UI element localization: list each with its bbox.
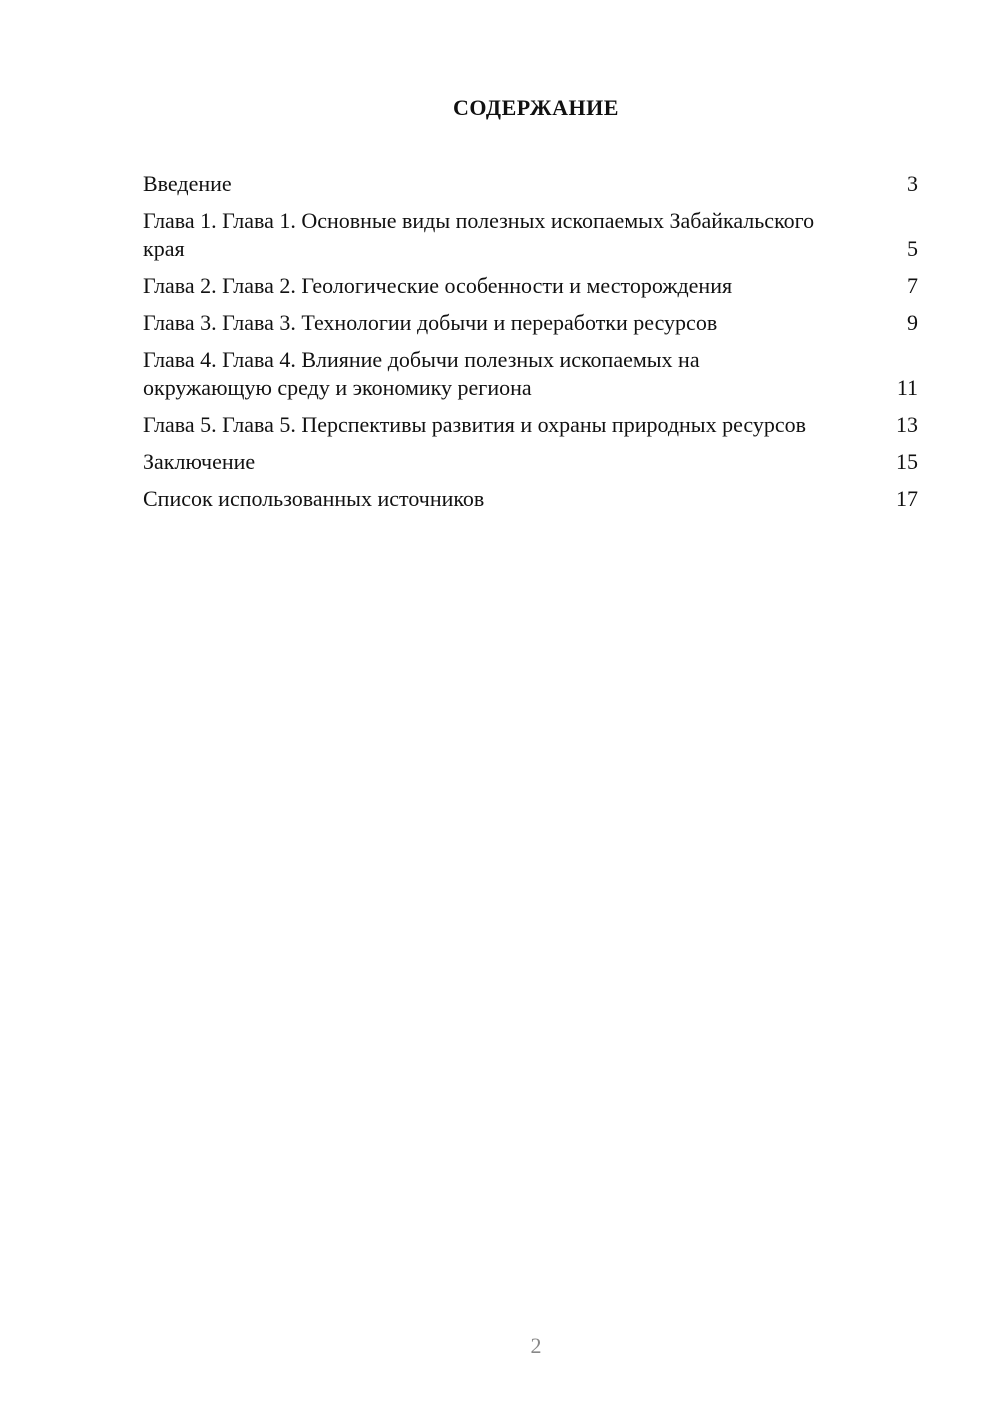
toc-entry[interactable] — [143, 309, 918, 337]
toc-entry-page-number: 5 — [907, 236, 918, 261]
toc-entry-label: Заключение — [143, 449, 256, 474]
toc-entry[interactable] — [143, 411, 918, 439]
toc-entry-page-number: 3 — [907, 171, 918, 196]
toc-entry[interactable] — [143, 448, 918, 476]
toc-entry-label: Список использованных источников — [143, 486, 485, 511]
toc-entry-page-number: 15 — [896, 449, 918, 474]
toc-entry-page-number: 13 — [896, 412, 918, 437]
toc-entry-label: Глава 2. Глава 2. Геологические особенности и месторождения — [143, 273, 733, 298]
toc-entry-label: Глава 5. Глава 5. Перспективы развития и охраны природных ресурсов — [143, 412, 807, 437]
toc-entry[interactable] — [143, 485, 918, 513]
toc-entry[interactable] — [143, 272, 918, 300]
toc-entry-page-number: 9 — [907, 310, 918, 335]
page-number: 2 — [530, 1333, 542, 1358]
toc-entry-label: Глава 3. Глава 3. Технологии добычи и переработки ресурсов — [143, 310, 718, 335]
table-of-contents — [143, 170, 918, 522]
toc-entry-label: Введение — [143, 171, 232, 196]
toc-entry-page-number: 17 — [896, 486, 918, 511]
page-title: СОДЕРЖАНИЕ — [453, 95, 619, 120]
toc-entry-page-number: 7 — [907, 273, 918, 298]
toc-entry[interactable] — [143, 346, 918, 402]
toc-entry-label: Глава 1. Глава 1. Основные виды полезных ископаемых Забайкальского края — [143, 208, 815, 261]
toc-entry-page-number: 11 — [896, 375, 918, 400]
toc-entry[interactable] — [143, 207, 918, 263]
toc-entry[interactable] — [143, 170, 918, 198]
toc-entry-label: Глава 4. Глава 4. Влияние добычи полезных ископаемых на окружающую среду и экономику региона — [143, 347, 700, 400]
